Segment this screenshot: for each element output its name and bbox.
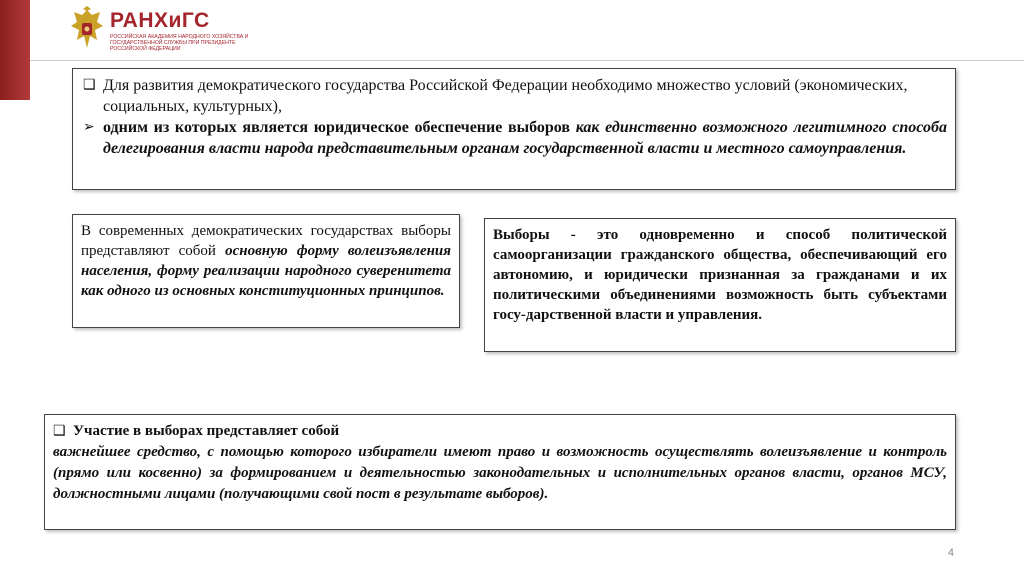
- democratic-states-box: [72, 214, 460, 328]
- ranepa-logo: [70, 6, 249, 56]
- logo-subtitle: РОССИЙСКАЯ АКАДЕМИЯ НАРОДНОГО ХОЗЯЙСТВА И ГОСУДАРСТВЕННОЙ СЛУЖБЫ ПРИ ПРЕЗИДЕНТЕ РОССИЙСКОЙ ФЕДЕРАЦИИ: [110, 34, 249, 52]
- participation-box: [44, 414, 956, 530]
- logo-brand: РАНХиГС: [110, 9, 210, 32]
- participation-heading: Участие в выборах представляет собой: [73, 423, 340, 439]
- double-headed-eagle-icon: [70, 6, 104, 54]
- header-divider: [30, 60, 1024, 61]
- bullet-item-2: [83, 117, 947, 159]
- bullet-text-2-bold-italic: как единственно возможного легитимного способа делегирования власти народа представительным органам государственной власти и местного самоуправления.: [103, 119, 947, 157]
- bullet-text-1: Для развития демократического государства Российской Федерации необходимо множество условий (экономических, социальных, культурных),: [103, 77, 908, 115]
- page-number: 4: [947, 547, 954, 559]
- arrow-bullet-icon: ➢: [83, 120, 95, 135]
- box3-text: Выборы - это одновременно и способ политической самоорганизации гражданского общества, обеспечивающий его автономию, и юридически признанная за гражданами и их политическими объединениями возможность быть субъектами госу-дарственной власти и управления.: [493, 227, 947, 323]
- checkbox-bullet-icon: ❑: [83, 78, 96, 93]
- bullet-text-2-bold: одним из которых является юридическое обеспечение выборов: [103, 119, 571, 136]
- bullet-item-1: [83, 75, 947, 117]
- participation-heading-row: [53, 421, 947, 442]
- red-accent-bar: [0, 0, 30, 100]
- box2-bold-italic-text: основную форму волеизъявления населения, форму реализации народного суверенитета как одного из основных конституционных принципов.: [81, 243, 451, 299]
- box2-plain-text: В современных демократических государствах выборы представляют собой: [81, 223, 451, 259]
- elections-definition-box: [484, 218, 956, 352]
- checkbox-bullet-icon: ❑: [53, 424, 66, 439]
- conditions-box: [72, 68, 956, 190]
- bullet-text-2: [103, 117, 947, 159]
- participation-body: важнейшее средство, с помощью которого избиратели имеют право и возможность осуществлять волеизъявление и контроль (прямо или косвенно) за формированием и деятельностью законодательных и исполнительных органов власти, органов МСУ, должностными лицами (получающими свой пост в результате выборов).: [53, 444, 947, 502]
